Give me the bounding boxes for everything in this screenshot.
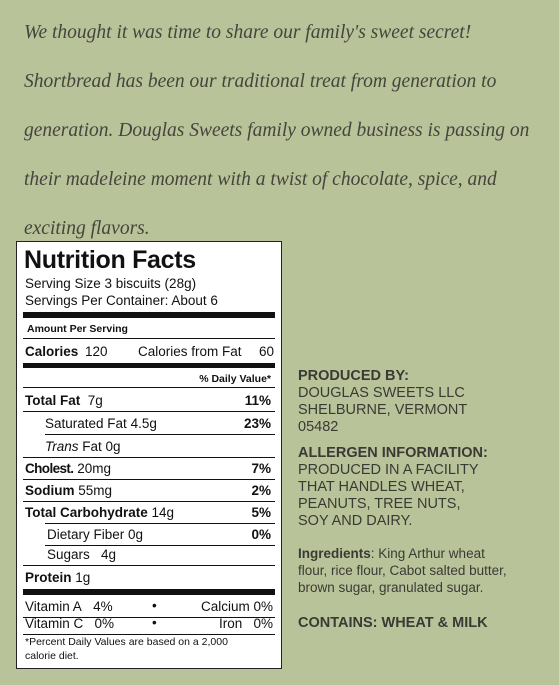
intro-paragraph [24,8,549,253]
produced-by-heading: PRODUCED BY: [298,368,409,384]
divider [23,565,275,566]
intro-line: We thought it was time to share our family's sweet secret! [24,22,472,43]
nutrient-label: Dietary Fiber [47,527,125,542]
divider [23,387,275,388]
nutrient-amount: 1g [75,570,91,585]
intro-line: generation. Douglas Sweets family owned business is passing on [24,120,530,141]
divider [23,457,275,458]
nutrient-label: Saturated Fat [45,416,127,431]
nutrient-dv: 23% [243,416,271,431]
allergen-line: THAT HANDLES WHEAT, [298,479,465,495]
produced-by-line: 05482 [298,419,339,435]
nutrient-dv: 7% [251,461,271,476]
nutrient-label: Sugars [47,547,90,562]
allergen-line: SOY AND DAIRY. [298,513,413,529]
allergen-block [298,445,553,530]
servings-per-container: Servings Per Container: About 6 [25,293,218,308]
thick-divider [23,589,275,595]
vitamin-label: Calcium [200,599,250,614]
allergen-heading: ALLERGEN INFORMATION: [298,445,488,461]
bullet-separator: • [152,615,157,630]
ingredients-line: brown sugar, granulated sugar. [298,580,484,595]
nutrition-title: Nutrition Facts [24,246,196,274]
ingredients-line: : King Arthur wheat [370,546,485,561]
vitamin-c [25,616,114,631]
footnote: *Percent Daily Values are based on a 2,000 [25,636,228,648]
amount-per-serving: Amount Per Serving [27,323,128,335]
divider [45,434,275,435]
nutrient-sugars [47,547,116,562]
nutrient-sodium [25,483,112,498]
produced-by-block [298,368,553,436]
vitamin-value: 0% [253,599,273,614]
vitamin-value: 0% [94,616,115,631]
vitamin-label: Vitamin A [25,599,82,614]
nutrient-dv: 5% [251,505,271,520]
nutrient-total-carbohydrate [25,505,174,520]
divider [23,634,275,635]
vitamin-label: Vitamin C [25,616,84,631]
nutrient-amount: 7g [87,393,103,408]
nutrient-dietary-fiber [47,527,143,542]
iron [219,616,273,631]
nutrient-amount: 14g [151,505,175,520]
serving-size: Serving Size 3 biscuits (28g) [25,276,197,291]
vitamin-value: 4% [93,599,113,614]
calcium [201,599,273,614]
nutrient-amount: 0g [128,527,144,542]
nutrient-amount: Fat 0g [82,439,121,454]
nutrient-dv: 2% [251,483,271,498]
ingredients-line: flour, rice flour, Cabot salted butter, [298,563,507,578]
ingredients-heading: Ingredients [298,546,371,561]
calories-value: 120 [85,344,108,359]
divider [23,479,275,480]
allergen-line: PEANUTS, TREE NUTS, [298,496,461,512]
thick-divider [23,312,275,318]
calories-fat-label: Calories from Fat [138,344,242,359]
intro-line: exciting flavors. [24,218,150,239]
daily-value-header: % Daily Value* [199,373,271,385]
nutrient-amount: 4g [101,547,117,562]
thick-divider [23,363,275,368]
nutrient-label: Total Fat [25,393,81,408]
contains-statement: CONTAINS: WHEAT & MILK [298,615,488,631]
produced-by-line: DOUGLAS SWEETS LLC [298,385,465,401]
nutrient-trans-fat [45,439,121,454]
divider [23,411,275,412]
nutrient-protein [25,570,90,585]
nutrient-total-fat [25,393,103,408]
nutrient-label: Total Carbohydrate [25,505,148,520]
intro-line: their madeleine moment with a twist of chocolate, spice, and [24,169,497,190]
allergen-line: PRODUCED IN A FACILITY [298,462,479,478]
vitamin-value: 0% [253,616,273,631]
divider [23,338,275,339]
ingredients-block [298,545,553,596]
nutrient-cholesterol [25,461,111,476]
intro-line: Shortbread has been our traditional treat from generation to [24,71,497,92]
nutrient-saturated-fat [45,416,157,431]
divider [45,523,275,524]
nutrient-label: Sodium [25,483,75,498]
nutrient-amount: 55mg [78,483,113,498]
vitamin-a [25,599,113,614]
divider [45,545,275,546]
bullet-separator: • [152,598,157,613]
divider [23,501,275,502]
nutrient-label: Protein [25,570,72,585]
nutrient-amount: 20mg [77,461,112,476]
calories-fat-value: 60 [259,344,275,359]
nutrition-facts-label [16,241,282,669]
nutrient-dv: 11% [244,393,271,408]
nutrient-dv: 0% [251,527,271,542]
vitamin-label: Iron [218,616,243,631]
nutrient-label: Cholest. [25,461,74,476]
calories-label: Calories [25,344,79,359]
nutrient-amount: 4.5g [130,416,157,431]
footnote: calorie diet. [25,650,79,662]
produced-by-line: SHELBURNE, VERMONT [298,402,468,418]
nutrient-label: Trans [45,439,79,454]
